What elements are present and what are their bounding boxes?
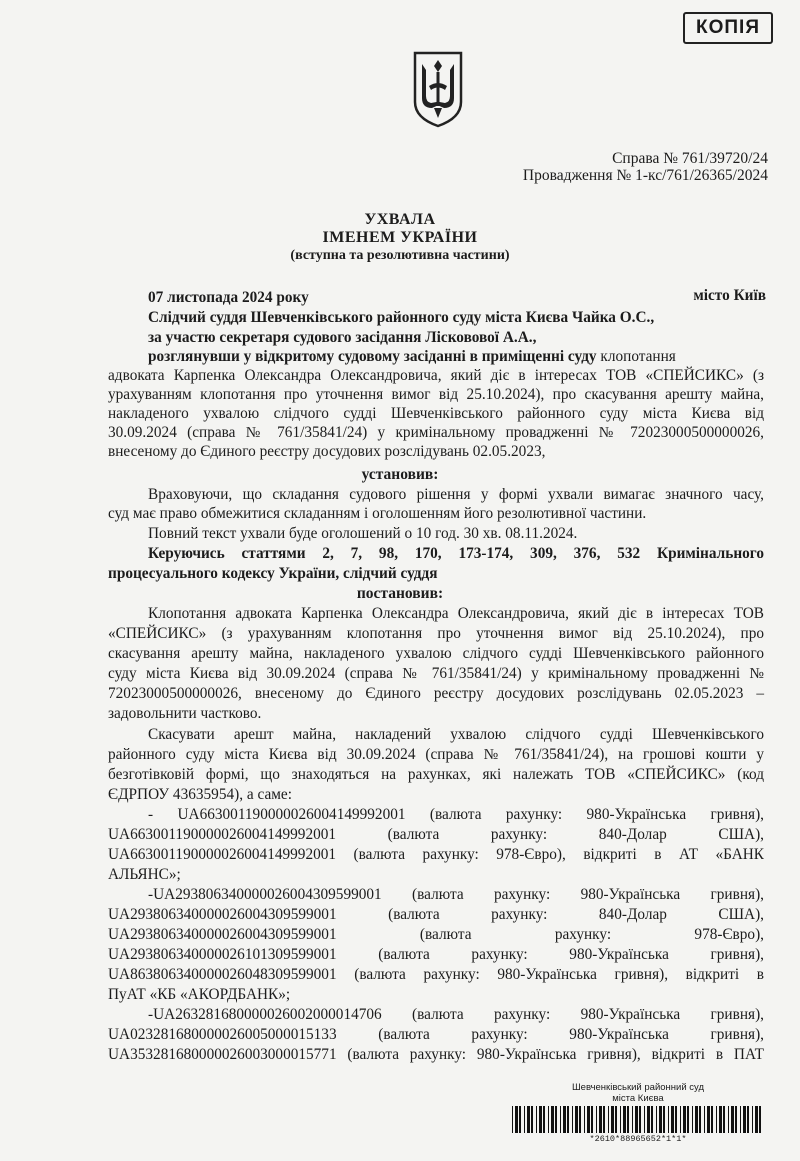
trident-emblem-icon [412,50,464,128]
barcode-court-city: міста Києва [612,1093,664,1104]
established-line: суд має право обмежитися складанням і оголошенням його резолютивної частини. [108,505,647,522]
ruling-date: 07 листопада 2024 року [148,289,309,306]
barcode-number: *2610*88965652*1*1* [589,1134,687,1144]
ruling-subtitle: ІМЕНЕМ УКРАЇНИ [322,229,478,246]
account-line: UA353281680000026003000015771 (валюта рахунку: 980-Українська гривня), відкриті в ПАТ [108,1046,764,1063]
account-line: ПуАТ «КБ «АКОРДБАНК»; [108,986,291,1003]
intro-rest: клопотання [596,348,676,365]
decided-heading: постановив: [356,585,444,602]
decision-para2-line: Скасувати арешт майна, накладений ухвалою слідчого судді Шевченківського [148,726,764,743]
intro-line: внесеному до Єдиного реєстру досудових розслідувань 02.05.2023, [108,443,546,460]
intro-line: накладеного ухвалою слідчого судді Шевченківського районного суду міста Києва від [108,405,764,422]
account-line: UA293806340000026004309599001 (валюта рахунку: 840-Долар США), [108,906,764,923]
ruling-title: УХВАЛА [364,211,436,228]
ruling-city: місто Київ [693,287,766,304]
account-line: UA663001190000026004149992001 (валюта рахунку: 840-Долар США), [108,826,764,843]
court-barcode-label [508,1082,768,1146]
barcode-icon [512,1106,764,1133]
established-heading: установив: [361,466,439,483]
account-line: UA293806340000026101309599001 (валюта рахунку: 980-Українська гривня), [108,946,764,963]
intro-first-line [148,348,676,366]
intro-bold: розглянувши у відкритому судовому засіданні в приміщенні суду [148,348,597,365]
account-line: - UA663001190000026004149992001 (валюта рахунку: 980-Українська гривня), [148,806,764,823]
secretary-line: за участю секретаря судового засідання Лісковової А.А., [148,329,537,346]
account-line: UA023281680000026005000015133 (валюта рахунку: 980-Українська гривня), [108,1026,764,1043]
judge-line: Слідчий суддя Шевченківського районного суду міста Києва Чайка О.С., [148,309,655,326]
intro-line: урахуванням клопотання про уточнення вимог від 25.10.2024), про скасування арешту майна, [108,386,764,403]
decision-para1-line: Клопотання адвоката Карпенка Олександра Олександровича, який діє в інтересах ТОВ [148,605,764,622]
intro-line: адвоката Карпенка Олександра Олександровича, який діє в інтересах ТОВ «СПЕЙСИКС» (з [108,367,764,384]
account-line: UA863806340000026048309599001 (валюта рахунку: 980-Українська гривня), відкриті в [108,966,764,983]
ruling-parts-note: (вступна та резолютивна частини) [290,248,510,263]
decision-para2-line: районного суду міста Києва від 30.09.2024 (справа № 761/35841/24), на грошові кошти у [108,746,764,763]
decision-para1-line: суду міста Києва від 30.09.2024 (справа № 761/35841/24) у кримінальному провадженні № [108,665,764,682]
proceeding-number: Провадження № 1-кс/761/26365/2024 [522,167,768,184]
decision-para2-line: ЄДРПОУ 43635954), а саме: [108,786,292,803]
account-line: UA663001190000026004149992001 (валюта рахунку: 978-Євро), відкриті в АТ «БАНК [108,846,764,863]
account-line: -UA263281680000026002000014706 (валюта рахунку: 980-Українська гривня), [148,1006,764,1023]
decision-para1-line: скасування арешту майна, накладеного ухвалою слідчого судді Шевченківського районного [108,645,764,662]
guided-line: Керуючись статтями 2, 7, 98, 170, 173-174, 309, 376, 532 Кримінального [148,545,764,562]
barcode-court-name: Шевченківський районний суд [571,1082,705,1093]
decision-para1-line: «СПЕЙСИКС» (з урахуванням клопотання про уточнення вимог від 25.10.2024), про [108,625,764,642]
account-line: UA293806340000026004309599001 (валюта рахунку: 978-Євро), [108,926,764,943]
account-line: -UA293806340000026004309599001 (валюта рахунку: 980-Українська гривня), [148,886,764,903]
case-number: Справа № 761/39720/24 [612,150,768,167]
decision-para1-line: 72023000500000026, внесеному до Єдиного реєстру досудових розслідувань 02.05.2023 – [108,685,764,702]
intro-line: 30.09.2024 (справа № 761/35841/24) у кримінальному провадженні № 72023000500000026, [108,424,764,441]
account-line: АЛЬЯНС»; [108,866,181,883]
established-line: Повний текст ухвали буде оголошений о 10 год. 30 хв. 08.11.2024. [148,525,578,542]
guided-line: процесуального кодексу України, слідчий суддя [108,565,438,582]
decision-para2-line: безготівковій формі, що знаходяться на рахунках, які належать ТОВ «СПЕЙСИКС» (код [108,766,764,783]
established-line: Враховуючи, що складання судового рішення у формі ухвали вимагає значного часу, [148,486,764,503]
copy-stamp: КОПІЯ [683,12,773,44]
decision-para1-line: задовольнити частково. [108,705,262,722]
